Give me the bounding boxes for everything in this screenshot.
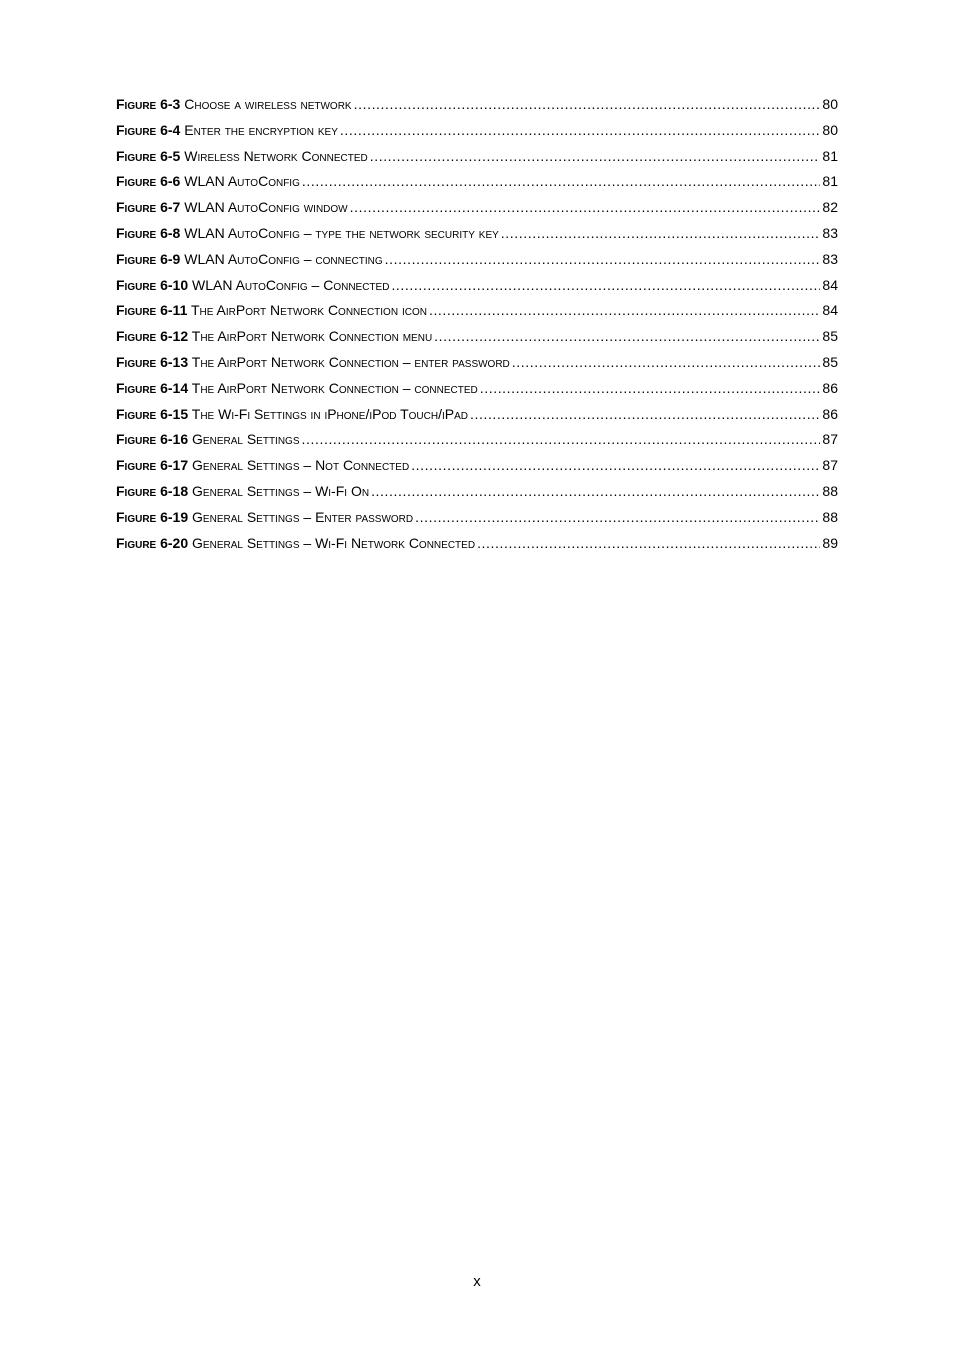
toc-entry[interactable] [116,505,838,531]
toc-entry[interactable] [116,92,838,118]
toc-label [116,453,409,479]
figure-title: The AirPort Network Connection icon [191,302,427,319]
figure-title: The AirPort Network Connection – connected [191,379,478,396]
page-ref: 84 [822,276,838,293]
dot-leader [385,247,821,273]
figure-title: General Settings – Not Connected [192,457,410,474]
dot-leader [370,144,821,170]
figure-title: The AirPort Network Connection – enter password [191,353,510,370]
toc-label [116,195,348,221]
figure-title: General Settings – Enter password [192,508,414,525]
dot-leader [501,221,821,247]
dot-leader [434,324,820,350]
toc-label [116,92,352,118]
figure-title: General Settings – Wi-Fi Network Connected [192,534,476,551]
figure-number: Figure 6-9 [116,250,181,267]
toc-label [116,505,413,531]
toc-entry[interactable] [116,221,838,247]
figure-number: Figure 6-20 [116,534,189,551]
toc-entry[interactable] [116,324,838,350]
page-ref: 84 [822,302,838,319]
toc-label [116,247,383,273]
toc-entry[interactable] [116,531,838,557]
page-ref: 83 [822,224,838,241]
toc-label [116,118,338,144]
toc-entry[interactable] [116,427,838,453]
figure-number: Figure 6-11 [116,302,188,319]
page-ref: 82 [822,199,838,216]
figure-number: Figure 6-17 [116,457,189,474]
figure-title: Choose a wireless network [184,96,352,112]
dot-leader [371,479,820,505]
figure-title: General Settings [192,431,300,448]
page-ref: 85 [822,328,838,345]
page-ref: 86 [822,405,838,422]
toc-entry[interactable] [116,402,838,428]
toc-entry[interactable] [116,298,838,324]
figure-title: WLAN AutoConfig – connecting [184,250,383,267]
figure-number: Figure 6-3 [116,96,181,112]
page-ref: 81 [822,147,838,164]
dot-leader [429,298,820,324]
toc-entry[interactable] [116,350,838,376]
figure-title: The Wi-Fi Settings in iPhone/iPod Touch/iPad [191,405,468,422]
dot-leader [411,453,820,479]
toc-label [116,324,432,350]
figure-title: Wireless Network Connected [184,147,368,164]
toc-label [116,169,300,195]
figure-number: Figure 6-6 [116,173,181,190]
toc-entry[interactable] [116,169,838,195]
page-ref: 83 [822,250,838,267]
dot-leader [302,169,821,195]
toc-label [116,531,475,557]
page-ref: 88 [822,482,838,499]
toc-entry[interactable] [116,453,838,479]
toc-label [116,144,368,170]
toc-label [116,298,427,324]
figure-title: Enter the encryption key [184,121,338,138]
toc-entry[interactable] [116,247,838,273]
dot-leader [480,376,821,402]
toc-entry[interactable] [116,273,838,299]
figure-number: Figure 6-16 [116,431,189,448]
page-ref: 80 [822,121,838,138]
figure-title: General Settings – Wi-Fi On [192,482,370,499]
toc-label [116,427,300,453]
figure-number: Figure 6-14 [116,379,189,396]
toc-entry[interactable] [116,118,838,144]
figure-number: Figure 6-4 [116,121,181,138]
page-ref: 88 [822,508,838,525]
toc-label [116,376,478,402]
toc-label [116,402,468,428]
page-ref: 89 [822,534,838,551]
toc-label [116,221,499,247]
figure-number: Figure 6-18 [116,482,189,499]
dot-leader [477,531,820,557]
dot-leader [350,195,821,221]
page-ref: 87 [822,431,838,448]
page-ref: 81 [822,173,838,190]
dot-leader [470,402,820,428]
page-ref: 80 [822,96,838,112]
dot-leader [302,427,821,453]
dot-leader [512,350,821,376]
figure-number: Figure 6-8 [116,224,181,241]
toc-label [116,479,369,505]
figure-title: The AirPort Network Connection menu [191,328,433,345]
page-ref: 85 [822,353,838,370]
figure-number: Figure 6-10 [116,276,189,293]
figure-title: WLAN AutoConfig – type the network security key [184,224,499,241]
list-of-figures [116,92,838,556]
toc-entry[interactable] [116,195,838,221]
page-ref: 87 [822,457,838,474]
dot-leader [340,118,821,144]
figure-number: Figure 6-19 [116,508,189,525]
figure-title: WLAN AutoConfig – Connected [192,276,390,293]
figure-number: Figure 6-5 [116,147,181,164]
figure-number: Figure 6-12 [116,328,189,345]
dot-leader [391,273,820,299]
page-number: x [473,1273,481,1290]
toc-entry[interactable] [116,479,838,505]
dot-leader [415,505,820,531]
figure-number: Figure 6-15 [116,405,189,422]
figure-number: Figure 6-7 [116,199,181,216]
toc-entry[interactable] [116,376,838,402]
toc-label [116,273,389,299]
figure-title: WLAN AutoConfig window [184,199,348,216]
figure-title: WLAN AutoConfig [184,173,300,190]
toc-label [116,350,510,376]
figure-number: Figure 6-13 [116,353,189,370]
page-ref: 86 [822,379,838,396]
dot-leader [354,92,821,118]
toc-entry[interactable] [116,144,838,170]
